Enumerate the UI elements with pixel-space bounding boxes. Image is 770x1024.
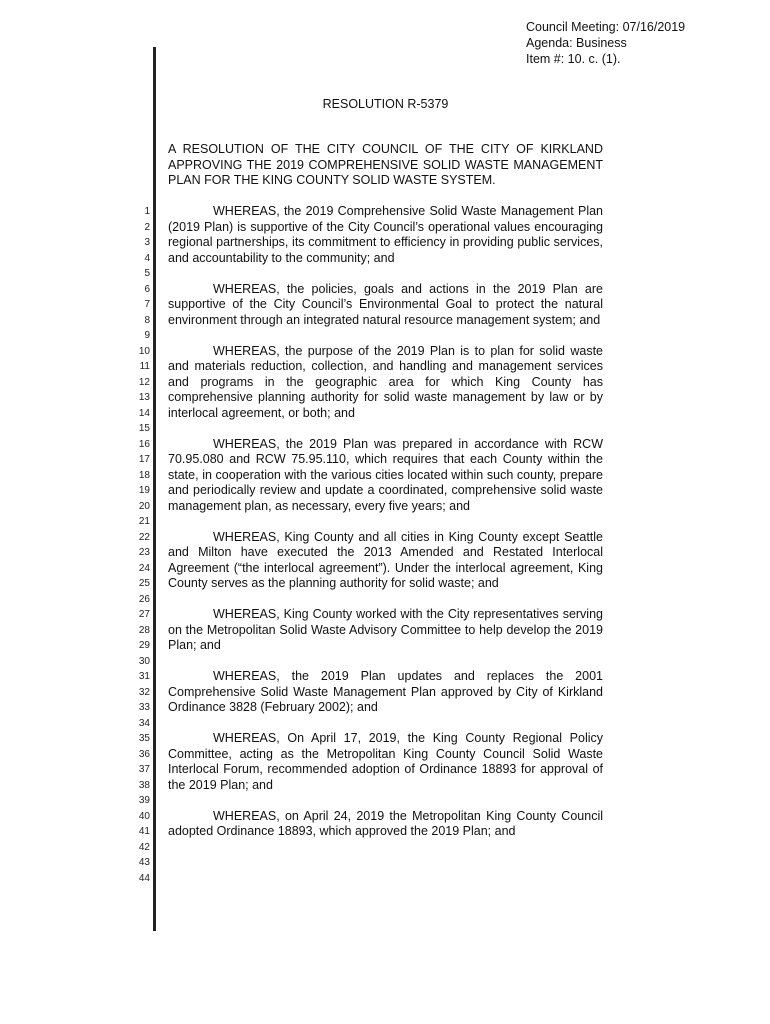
line-number: 4: [144, 252, 150, 264]
whereas-paragraph: [168, 344, 603, 422]
left-margin-rule: [153, 47, 156, 931]
line-number: 17: [138, 454, 150, 465]
line-number: 6: [144, 283, 150, 295]
paragraph-text: WHEREAS, the 2019 Comprehensive Solid Waste Management Plan (2019 Plan) is supportive of the City Council’s operational values encouraging regional partnerships, its commitment to efficiency in providing public services, and accountability to the community; and: [168, 204, 603, 265]
whereas-paragraph: [168, 731, 603, 793]
paragraph-text: WHEREAS, the 2019 Plan updates and replaces the 2001 Comprehensive Solid Waste Management Plan approved by City of Kirkland Ordinance 3828 (February 2002); and: [168, 669, 603, 714]
paragraph-text: WHEREAS, the purpose of the 2019 Plan is to plan for solid waste and materials reduction, collection, and handling and management services and programs in the geographic area for which King County has comprehensive planning authority for solid waste management by law or by interlocal agreement, or both; and: [168, 343, 603, 420]
whereas-paragraph: [168, 530, 603, 592]
whereas-paragraph: [168, 669, 603, 716]
line-number: 18: [138, 469, 150, 481]
line-number: 28: [138, 624, 150, 636]
whereas-paragraph: [168, 809, 603, 840]
line-number: 41: [138, 826, 150, 837]
line-number: 30: [138, 655, 150, 667]
whereas-paragraph: [168, 607, 603, 654]
line-number: 20: [138, 500, 150, 512]
resolution-caption: A RESOLUTION OF THE CITY COUNCIL OF THE CITY OF KIRKLAND APPROVING THE 2019 COMPREHENSIVE SOLID WASTE MANAGEMENT PLAN FOR THE KING COUNTY SOLID WASTE SYSTEM.: [168, 142, 603, 187]
line-number: 29: [138, 640, 150, 651]
line-number: 32: [138, 686, 150, 698]
paragraph-text: WHEREAS, King County and all cities in King County except Seattle and Milton have executed the 2013 Amended and Restated Interlocal Agreement (“the interlocal agreement”). Under the interlocal agreement, King County serves as the planning authority for solid waste; and: [168, 529, 603, 590]
line-number: 31: [138, 671, 150, 682]
paragraph-text: WHEREAS, the policies, goals and actions in the 2019 Plan are supportive of the City Council’s Environmental Goal to protect the natural environment through an integrated natural resource management system; and: [168, 281, 603, 327]
line-number: 39: [138, 795, 150, 806]
line-number: 5: [144, 268, 150, 279]
document-header: [526, 19, 685, 67]
line-number: 24: [138, 562, 150, 574]
paragraph-text: WHEREAS, King County worked with the City representatives serving on the Metropolitan Solid Waste Advisory Committee to help develop the 2019 Plan; and: [168, 607, 603, 652]
resolution-title: RESOLUTION R-5379: [322, 97, 449, 111]
meeting-date: Council Meeting: 07/16/2019: [526, 20, 686, 34]
line-number: 15: [138, 423, 150, 434]
line-number: 14: [138, 407, 150, 419]
line-number: 3: [144, 237, 150, 248]
line-number: 19: [138, 485, 150, 496]
line-number: 13: [138, 392, 150, 403]
line-number: 27: [138, 609, 150, 620]
line-number: 7: [144, 299, 150, 310]
line-number: 35: [138, 733, 150, 744]
line-number: 21: [138, 516, 150, 527]
line-number: 34: [138, 717, 150, 729]
line-number: 11: [139, 361, 150, 372]
paragraph-text: WHEREAS, the 2019 Plan was prepared in accordance with RCW 70.95.080 and RCW 75.95.110, which requires that each County within the state, in cooperation with the various cities located within such county, prepare and periodically review and update a coordinated, comprehensive solid waste management plan, as necessary, every five years; and: [168, 436, 603, 513]
line-number: 2: [144, 221, 150, 233]
line-number: 9: [144, 330, 150, 341]
line-number: 8: [144, 314, 150, 326]
whereas-paragraph: [168, 204, 603, 266]
line-number: 10: [138, 345, 150, 357]
line-number: 44: [138, 872, 150, 884]
line-number: 16: [138, 438, 150, 450]
item-number: Item #: 10. c. (1).: [526, 52, 621, 66]
line-number: 38: [138, 779, 150, 791]
agenda-label: Agenda: Business: [526, 36, 627, 50]
whereas-paragraph: [168, 437, 603, 515]
line-number: 36: [138, 748, 150, 760]
line-number: 42: [138, 841, 150, 853]
line-number: 40: [138, 810, 150, 822]
line-number: 23: [138, 547, 150, 558]
paragraph-text: WHEREAS, On April 17, 2019, the King County Regional Policy Committee, acting as the Metropolitan King County Council Solid Waste Interlocal Forum, recommended adoption of Ordinance 18893 for approval of the 2019 Plan; and: [168, 731, 603, 792]
resolution-body: [168, 204, 603, 840]
line-number: 22: [138, 531, 150, 543]
line-number-column: [120, 204, 150, 886]
line-number: 26: [138, 593, 150, 605]
line-number: 37: [138, 764, 150, 775]
line-number: 43: [138, 857, 150, 868]
paragraph-text: WHEREAS, on April 24, 2019 the Metropolitan King County Council adopted Ordinance 18893, which approved the 2019 Plan; and: [168, 808, 603, 838]
line-number: 25: [138, 578, 150, 589]
line-number: 1: [144, 206, 150, 217]
line-number: 12: [138, 376, 150, 388]
line-number: 33: [138, 702, 150, 713]
whereas-paragraph: [168, 282, 603, 329]
